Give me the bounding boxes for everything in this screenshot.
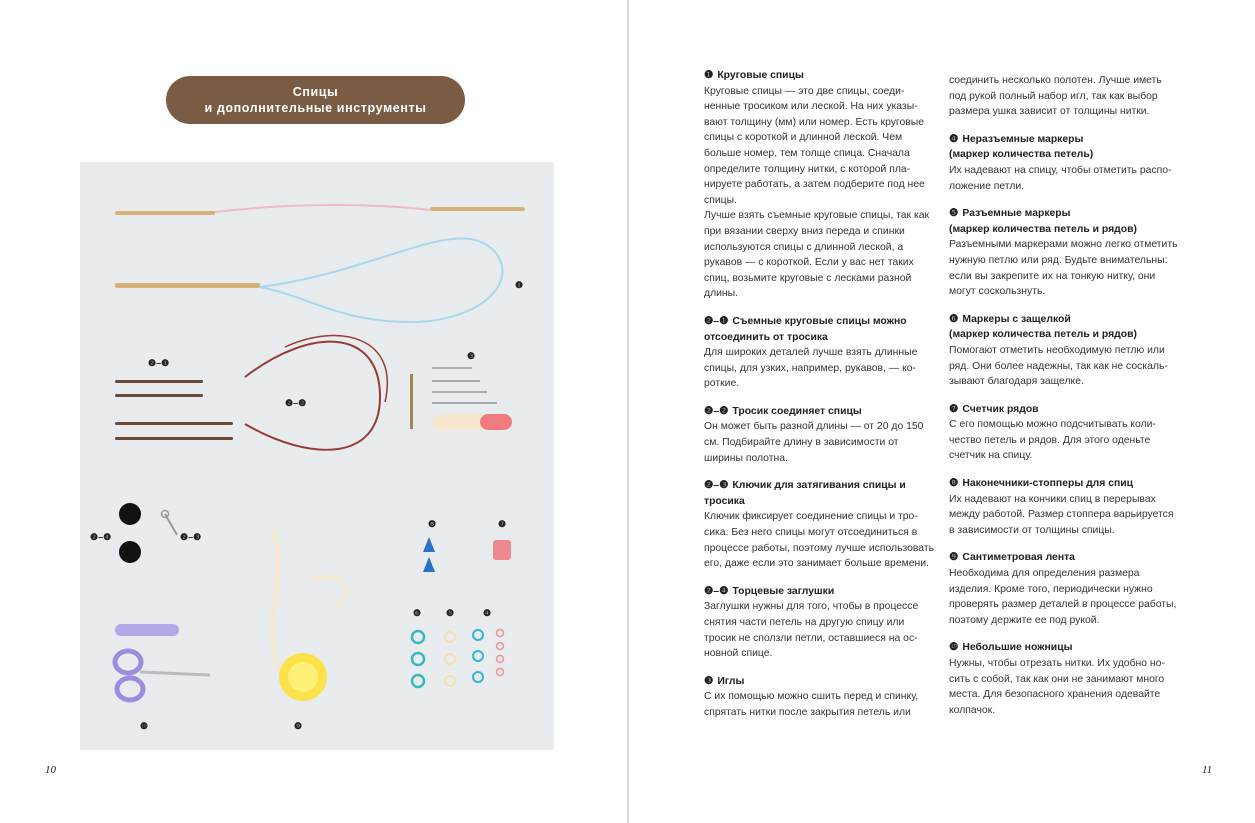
photo-label-3: ❸ <box>467 351 476 361</box>
section-marker: ❾ <box>949 552 959 564</box>
section-heading: ❺ Разъемные маркеры <box>949 206 1181 222</box>
text-column-1 <box>704 68 936 733</box>
section-title-badge <box>166 76 465 124</box>
section-marker: ❼ <box>949 403 959 415</box>
photo-label-6: ❻ <box>413 608 422 618</box>
section-2-4 <box>704 584 936 662</box>
section-2-1 <box>704 314 936 392</box>
section-body: Для широких деталей лучше взять длинные спицы, для узких, например, рукавов, — короткие. <box>704 347 918 390</box>
photo-label-2-3: ❷–❸ <box>180 532 202 542</box>
text-column-2 <box>949 73 1181 730</box>
section-marker: ❹ <box>949 133 959 145</box>
tools-illustration <box>80 162 554 750</box>
section-1 <box>704 68 936 302</box>
photo-label-2-2: ❷–❷ <box>285 398 307 408</box>
circular-needles-long <box>115 238 502 322</box>
photo-label-7: ❼ <box>498 519 507 529</box>
section-body: С его помощью можно подсчитывать количество петель и рядов. Для этого оденьте счетчик на спицу. <box>949 419 1156 462</box>
section-heading: ❶ Круговые спицы <box>704 68 936 84</box>
photo-label-4: ❹ <box>483 608 492 618</box>
section-subheading: (маркер количества петель) <box>949 149 1094 161</box>
section-body: Круговые спицы — это две спицы, соединенные тросиком или леской. На них указывают толщину (мм) или номер. Есть круговые спицы с короткой и длинной леской. Чем больше номер, тем толще спица. Сначала определите толщину нитки, с которой планируете работать, а затем подберите под нее спицы. <box>704 85 925 206</box>
title-line-2: и дополнительные инструменты <box>204 101 427 115</box>
section-7 <box>949 402 1181 464</box>
section-heading: ❻ Маркеры с защелкой <box>949 312 1181 328</box>
section-heading: ❿ Небольшие ножницы <box>949 640 1181 656</box>
circular-needles-short <box>115 205 525 215</box>
row-counter <box>493 540 511 560</box>
section-2-3 <box>704 478 936 572</box>
section-body: Их надевают на спицу, чтобы отметить расположение петли. <box>949 164 1172 192</box>
photo-label-10: ❿ <box>140 721 149 731</box>
photo-label-2-4: ❷–❹ <box>90 532 112 542</box>
section-heading: ❼ Счетчик рядов <box>949 402 1181 418</box>
stitch-markers <box>412 630 504 688</box>
end-caps <box>119 503 141 563</box>
section-body: С их помощью можно сшить перед и спинку, спрятать нитки после закрытия петель или <box>704 691 919 718</box>
section-2-2 <box>704 404 936 466</box>
section-marker: ❽ <box>949 478 959 490</box>
section-body: Ключик фиксирует соединение спицы и тросика. Без него спицы могут отсоединиться в процессе работы, поэтому лучше использовать его, даже если это занимает больше времени. <box>704 511 935 570</box>
section-10 <box>949 640 1181 718</box>
tape-measure <box>272 530 346 701</box>
page-number-left: 10 <box>45 764 56 776</box>
section-marker: ❷–❶ <box>704 315 729 327</box>
small-scissors <box>115 624 210 700</box>
section-body-2: Лучше взять съемные круговые спицы, так как при вязании сверху вниз переда и спинки используются спицы с длинной леской, а рукавов — с короткой. Если у вас нет таких спиц, возьмите круговые с лесками разной длины. <box>704 210 930 300</box>
section-body: Их надевают на кончики спиц в перерывах между работой. Размер стоппера варьируется в зависимости от толщины спицы. <box>949 493 1174 536</box>
section-body: соединить несколько полотен. Лучше иметь под рукой полный набор игл, так как выбор размера ушка зависит от толщины нитки. <box>949 75 1162 118</box>
photo-label-8: ❽ <box>428 519 437 529</box>
photo-label-2-1: ❷–❶ <box>148 358 170 368</box>
section-body: Он может быть разной длины — от 20 до 150 см. Подбирайте длину в зависимости от ширины полотна. <box>704 421 924 464</box>
section-5 <box>949 206 1181 300</box>
section-heading: ❷–❶ Съемные круговые спицы можно отсоединить от тросика <box>704 315 907 343</box>
point-protectors <box>423 537 435 572</box>
interchangeable-tips <box>115 380 233 440</box>
section-marker: ❻ <box>949 313 959 325</box>
page-number-right: 11 <box>1202 764 1213 776</box>
section-marker: ❿ <box>949 642 959 654</box>
left-page <box>0 0 627 823</box>
section-marker: ❸ <box>704 675 714 687</box>
section-subheading: (маркер количества петель и рядов) <box>949 223 1137 235</box>
section-body: Разъемными маркерами можно легко отметить нужную петлю или ряд. Будьте внимательны: если вы закрепите их на тонкую нитку, они могут соскользнуть. <box>949 239 1178 298</box>
photo-label-9: ❾ <box>294 721 303 731</box>
tools-photo <box>80 162 554 750</box>
section-9 <box>949 550 1181 628</box>
photo-label-1: ❶ <box>515 280 524 290</box>
section-3 <box>704 674 936 721</box>
section-marker: ❷–❷ <box>704 405 729 417</box>
section-marker: ❶ <box>704 70 714 81</box>
section-heading: ❾ Сантиметровая лента <box>949 550 1181 566</box>
section-subheading: (маркер количества петель и рядов) <box>949 329 1137 341</box>
section-6 <box>949 312 1181 390</box>
photo-label-5: ❺ <box>446 608 455 618</box>
section-body: Нужны, чтобы отрезать нитки. Их удобно носить с собой, так как они не занимают много места. Для безопасного хранения одевайте колпачок. <box>949 658 1165 716</box>
title-line-1: Спицы <box>292 85 339 99</box>
section-heading: ❸ Иглы <box>704 674 936 690</box>
cable-key <box>162 511 178 536</box>
section-heading: ❹ Неразъемные маркеры <box>949 132 1181 148</box>
section-8 <box>949 476 1181 538</box>
sewing-needles <box>410 367 512 430</box>
section-marker: ❷–❸ <box>704 480 729 492</box>
section-marker: ❺ <box>949 208 959 220</box>
section-body: Заглушки нужны для того, чтобы в процессе снятия части петель на другую спицу или тросик не сползли петли, оставшиеся на основной спице. <box>704 601 919 660</box>
section-heading: ❷–❹ Торцевые заглушки <box>704 584 936 600</box>
section-3-continued <box>949 73 1181 120</box>
right-page <box>629 0 1255 823</box>
section-4 <box>949 132 1181 194</box>
section-marker: ❷–❹ <box>704 585 729 597</box>
section-body: Помогают отметить необходимую петлю или ряд. Они более надежны, так как не соскальзывают благодаря защелке. <box>949 344 1168 388</box>
section-heading: ❷–❷ Тросик соединяет спицы <box>704 404 936 420</box>
section-heading: ❷–❸ Ключик для затягивания спицы и тросика <box>704 480 906 507</box>
needle-cable <box>245 336 387 450</box>
section-heading: ❽ Наконечники-стопперы для спиц <box>949 476 1181 492</box>
section-body: Необходима для определения размера изделия. Кроме того, периодически нужно проверять размер деталей в процессе работы, поэтому держите ее под рукой. <box>949 568 1177 626</box>
